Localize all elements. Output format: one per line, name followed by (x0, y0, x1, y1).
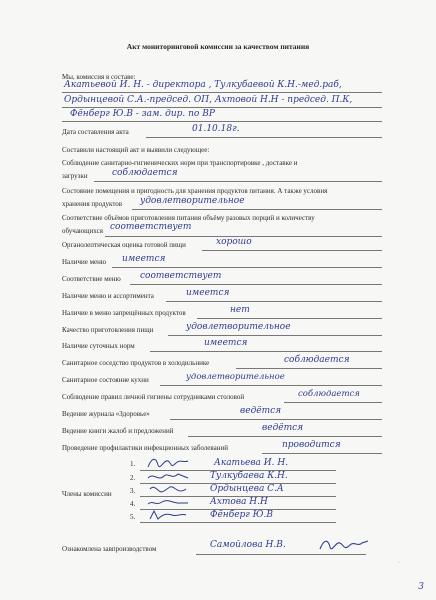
item-9-value: удовлетворительное (186, 322, 291, 332)
member-5-num: 5. (130, 513, 136, 521)
item-12-label: Санитарное состояние кухни (62, 376, 149, 384)
signature-5 (146, 507, 190, 523)
item-15-value: ведётся (262, 423, 304, 433)
item-13-label: Соблюдение правил личной гигиены сотрудниками столовой (62, 393, 245, 401)
item-15-line (188, 436, 382, 437)
item-4-value: хорошо (216, 237, 252, 247)
acquainted-value: Самойлова Н.В. (210, 540, 286, 550)
item-14-value: ведётся (240, 406, 282, 416)
member-4-name: Ахтова Н.Н (210, 497, 268, 507)
item-10-value: имеется (204, 338, 248, 348)
item-2-value: удовлетворительное (140, 196, 245, 206)
item-9-line (168, 335, 382, 336)
signature-manager (318, 535, 370, 555)
item-16-line (262, 453, 382, 454)
item-3-label: Соответствие объёмов приготовления питания объёму разовых порций и количеству (62, 214, 315, 222)
composition-text-2: Ордынцевой С.А.-председ. ОП, Ахтовой Н.Н - председ. П.К, (64, 95, 353, 105)
item-13-value: соблюдается (298, 389, 360, 399)
date-label: Дата составления акта (62, 128, 129, 136)
item-2-label: Состояние помещения и пригодность для хранения продуктов питания. А также условия (62, 187, 328, 195)
mark-dot: · (398, 560, 400, 566)
item-15-label: Ведение книги жалоб и предложений (62, 427, 174, 435)
item-1-label-2: загрузки (62, 172, 88, 180)
composition-label: Мы, комиссия в составе: (62, 73, 136, 81)
member-1-num: 1. (130, 460, 136, 468)
item-14-line (170, 419, 382, 420)
item-6-label: Соответствие меню (62, 275, 121, 283)
item-11-value: соблюдается (284, 355, 350, 365)
item-7-line (166, 301, 382, 302)
item-11-line (236, 368, 382, 369)
item-7-value: имеется (186, 288, 230, 298)
item-4-label: Органолептическая оценка готовой пищи (62, 241, 186, 249)
member-3-name: Ордынцева С.А (210, 484, 284, 494)
member-1-name: Акатьева И. Н. (214, 458, 289, 468)
members-label: Члены комиссии (62, 490, 112, 498)
member-3-num: 3. (130, 487, 136, 495)
item-3-value: соответствует (110, 222, 192, 232)
composition-line-2 (62, 107, 382, 108)
intro-text: Составили настоящий акт и выявили следующее: (62, 146, 210, 154)
item-9-label: Качество приготовления пищи (62, 326, 154, 334)
item-10-label: Наличие суточных норм (62, 342, 135, 350)
item-4-line (202, 250, 382, 251)
item-3-label-2: обучающихся (62, 227, 103, 235)
member-2-num: 2. (130, 474, 136, 482)
acquainted-label: Ознакомлена завпроизводством (62, 545, 157, 553)
date-value: 01.10.18г. (192, 124, 240, 134)
item-7-label: Наличие меню и ассортимента (62, 292, 154, 300)
item-8-line (197, 318, 382, 319)
item-5-line (112, 267, 382, 268)
item-8-value: нет (230, 305, 250, 315)
item-16-label: Проведение профилактики инфекционных заболеваний (62, 444, 228, 452)
item-2-line (132, 209, 382, 210)
page-number: 3 (418, 582, 424, 592)
item-12-line (160, 385, 382, 386)
member-2-name: Тулкубаева К.Н. (210, 471, 288, 481)
member-4-num: 4. (130, 500, 136, 508)
item-8-label: Наличие в меню запрещённых продуктов (62, 309, 186, 317)
item-11-label: Санитарное соседство продуктов в холодильнике (62, 359, 210, 367)
composition-line-3 (62, 121, 382, 122)
item-6-line (130, 284, 382, 285)
item-1-label: Соблюдение санитарно-гигиенических норм при транспортировке , доставке и (62, 159, 298, 167)
composition-line-1 (62, 92, 382, 93)
item-12-value: удовлетворительное (186, 372, 285, 382)
item-2-label-2: хранения продуктов (62, 200, 123, 208)
composition-text-3: Фёнберг Ю.В - зам. дир. по ВР (70, 109, 215, 119)
composition-text-1: Акатьевой И. Н. - директора , Тулкубаевой К.Н.-мед.раб, (64, 80, 342, 90)
item-13-line (284, 402, 382, 403)
item-14-label: Ведение журнала «Здоровье» (62, 410, 150, 418)
item-10-line (150, 351, 382, 352)
item-1-value: соблюдается (112, 168, 178, 178)
item-5-value: имеется (122, 254, 166, 264)
member-5-name: Фёнберг Ю.В (210, 510, 273, 520)
item-6-value: соответствует (140, 271, 222, 281)
date-line (146, 137, 382, 138)
item-16-value: проводится (282, 440, 341, 450)
item-1-line (94, 181, 382, 182)
item-5-label: Наличие меню (62, 258, 107, 266)
document-title: Акт мониторинговой комиссии за качеством питания (126, 42, 310, 51)
